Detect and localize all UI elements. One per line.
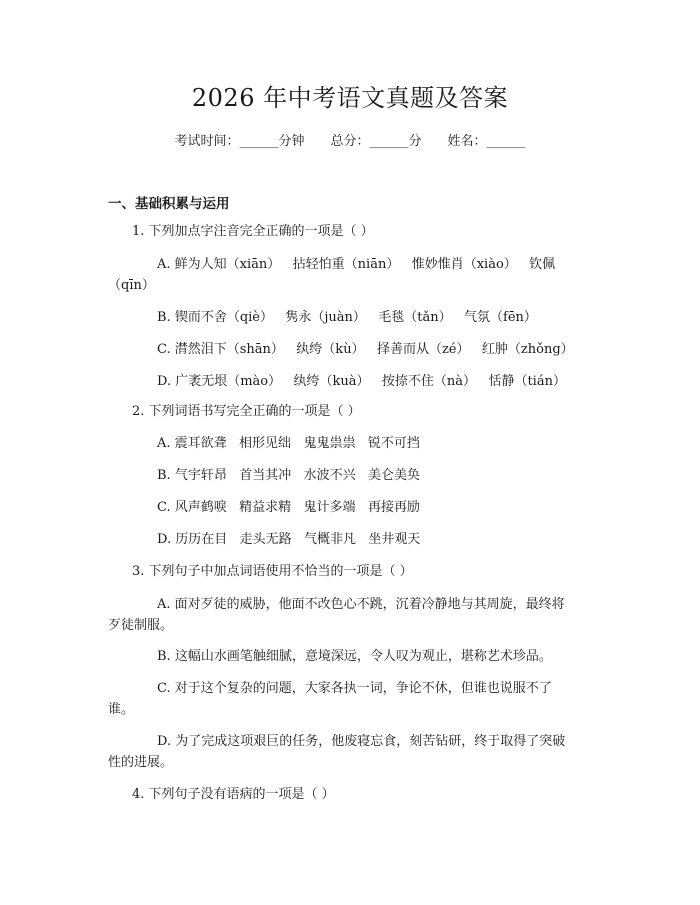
question-3-option-c-continued: 谁。 [108,702,135,717]
page-title: 2026 年中考语文真题及答案 [191,84,509,112]
exam-time-field: 考试时间：______分钟 [174,134,305,149]
name-field: 姓名：______ [447,134,526,149]
question-1-option-b: B. 锲而不舍（qiè） 隽永（juàn） 毛毯（tǎn） 气氛（fēn） [157,310,537,325]
section-heading: 一、基础积累与运用 [108,196,230,212]
question-2-option-b: B. 气宇轩昂 首当其冲 水波不兴 美仑美奂 [157,468,421,483]
question-4-stem: 4. 下列句子没有语病的一项是（ ） [132,787,335,802]
question-1-option-c: C. 潸然泪下（shān） 纨绔（kù） 择善而从（zé） 红肿（zhǒng） [157,342,574,357]
question-2-option-c: C. 风声鹤唳 精益求精 鬼计多端 再接再励 [157,500,420,515]
question-3-option-d-continued: 性的进展。 [108,755,174,770]
question-3-stem: 3. 下列句子中加点词语使用不恰当的一项是（ ） [132,564,413,579]
question-3-option-a-continued: 歹徒制服。 [108,618,174,633]
question-1-option-a: A. 鲜为人知（xiān） 拈轻怕重（niān） 惟妙惟肖（xiào） 钦佩 [157,257,556,272]
question-3-option-b: B. 这幅山水画笔触细腻，意境深远，令人叹为观止，堪称艺术珍品。 [157,649,552,664]
question-3-option-a: A. 面对歹徒的威胁，他面不改色心不跳，沉着冷静地与其周旋，最终将 [157,597,565,612]
question-2-stem: 2. 下列词语书写完全正确的一项是（ ） [132,404,361,419]
question-1-stem: 1. 下列加点字注音完全正确的一项是（ ） [132,224,374,239]
total-score-field: 总分：______分 [330,134,422,149]
question-2-option-a: A. 震耳欲聋 相形见绌 鬼鬼祟祟 锐不可挡 [157,436,420,451]
question-3-option-c: C. 对于这个复杂的问题，大家各执一词，争论不休，但谁也说服不了 [157,681,552,696]
question-1-option-d: D. 广袤无垠（mào） 纨绔（kuà） 按捺不住（nà） 恬静（tián） [157,374,566,389]
question-2-option-d: D. 历历在目 走头无路 气概非凡 坐井观天 [157,532,421,547]
question-1-option-a-continued: （qīn） [108,278,155,293]
exam-info [0,132,700,152]
question-3-option-d: D. 为了完成这项艰巨的任务，他废寝忘食，刻苦钻研，终于取得了突破 [157,734,566,749]
